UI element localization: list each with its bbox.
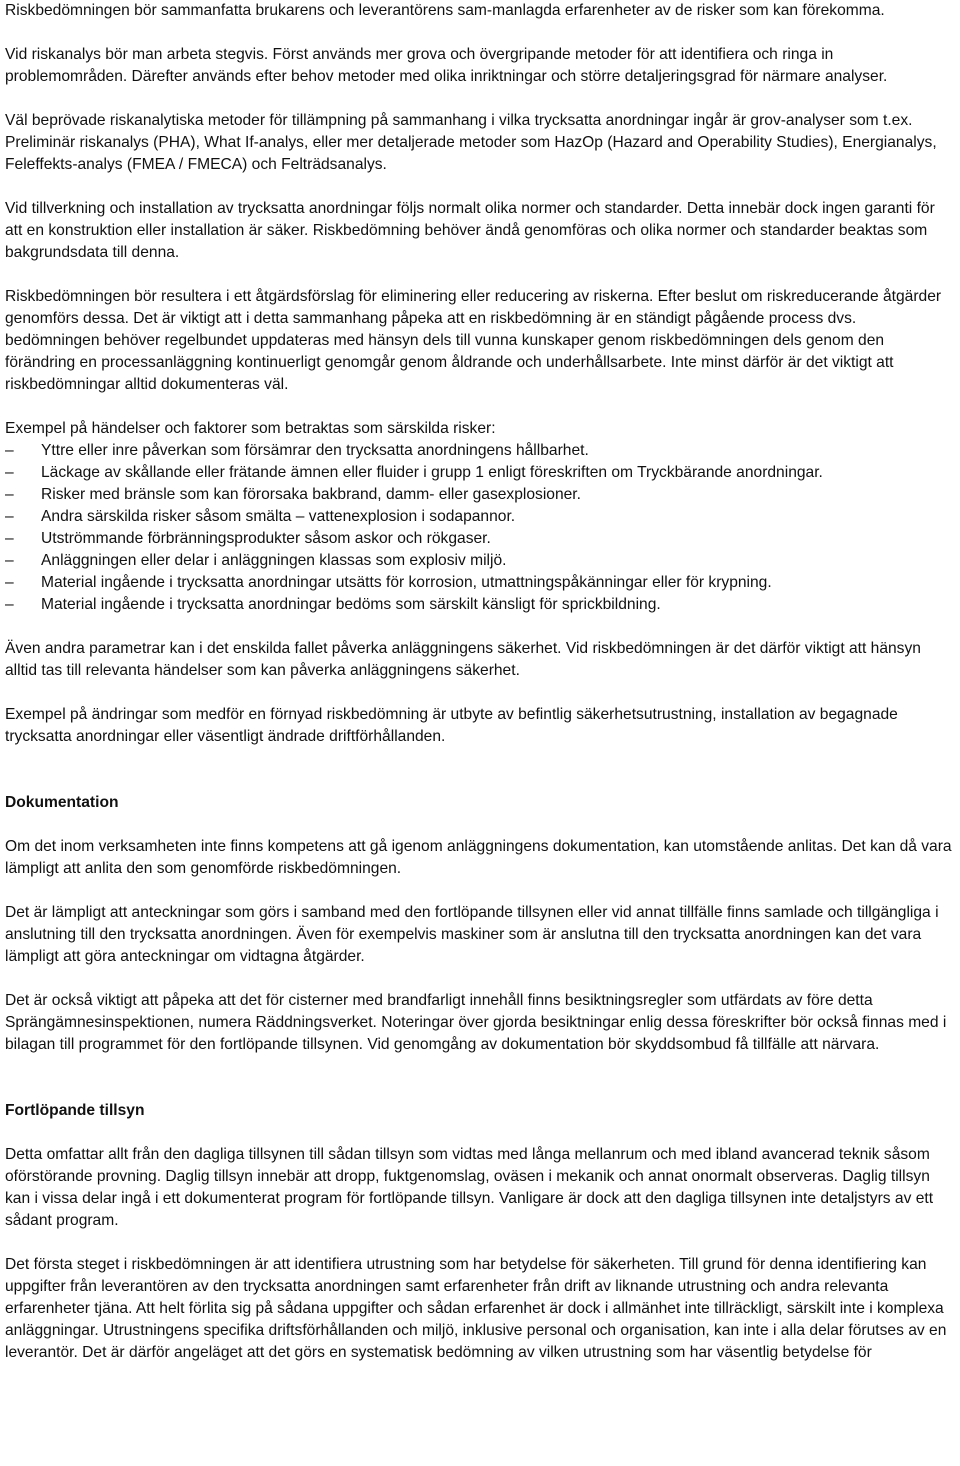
spacer — [5, 814, 952, 836]
section-heading-dokumentation: Dokumentation — [5, 794, 119, 811]
spacer — [5, 88, 952, 110]
list-item — [5, 440, 952, 462]
paragraph-after-list-2: Exempel på ändringar som medför en förnyad riskbedömning är utbyte av befintlig säkerhetsutrustning, installation av begagnade trycksatta anordningar eller väsentligt ändrade driftförhållanden. — [5, 706, 898, 745]
paragraph-after-list-1: Även andra parametrar kan i det enskilda fallet påverka anläggningens säkerhet. Vid riskbedömningen är det därför viktigt att hänsyn alltid tas till relevanta händelser som kan påverka anläggningens säkerhet. — [5, 640, 921, 679]
spacer — [5, 1056, 952, 1100]
dash-bullet: – — [5, 442, 14, 459]
list-item — [5, 572, 952, 594]
section-heading-fortlopande-tillsyn: Fortlöpande tillsyn — [5, 1102, 145, 1119]
paragraph-dokumentation-2: Det är lämpligt att anteckningar som görs i samband med den fortlöpande tillsynen eller vid annat tillfälle finns samlade och tillgängliga i anslutning till den trycksatta anordningen. Även för exempelvis maskiner som är anslutna till den trycksatta anordningen kan det vara lämpligt att göra anteckningar om vidtagna åtgärder. — [5, 904, 939, 965]
spacer — [5, 968, 952, 990]
spacer — [5, 1232, 952, 1254]
list-item — [5, 594, 952, 616]
dash-bullet: – — [5, 574, 14, 591]
paragraph-intro-4: Vid tillverkning och installation av trycksatta anordningar följs normalt olika normer och standarder. Detta innebär dock ingen garanti för att en konstruktion eller installation är säker. Riskbedömning behöver ändå genomföras och olika normer och standarder beaktas som bakgrundsdata till denna. — [5, 200, 935, 261]
list-item — [5, 528, 952, 550]
paragraph-tillsyn-2: Det första steget i riskbedömningen är att identifiera utrustning som har betydelse för säkerheten. Till grund för denna identifiering kan uppgifter från leverantören av den trycksatta anordningen samt erfarenheter från drift av liknande utrustning och andra relevanta erfarenheter tjäna. Att helt förlita sig på sådana uppgifter och sådan erfarenhet är dock i allmänhet inte tillräckligt, särskilt inte i komplexa anläggningar. Utrustningens specifika driftsförhållanden och miljö, inklusive personal och organisation, kan inte i alla delar förutses av en leverantör. Det är därför angeläget att det görs en systematisk bedömning av vilken utrustning som har väsentlig betydelse för — [5, 1256, 947, 1361]
list-item — [5, 550, 952, 572]
spacer — [5, 1122, 952, 1144]
list-item-text: Andra särskilda risker såsom smälta – vattenexplosion i sodapannor. — [41, 508, 516, 525]
spacer — [5, 880, 952, 902]
paragraph-dokumentation-1: Om det inom verksamheten inte finns kompetens att gå igenom anläggningens dokumentation, kan utomstående anlitas. Det kan då vara lämpligt att anlita den som genomförde riskbedömningen. — [5, 838, 952, 877]
dash-bullet: – — [5, 530, 14, 547]
paragraph-intro-2: Vid riskanalys bör man arbeta stegvis. Först används mer grova och övergripande metoder för att identifiera och ringa in problemområden. Därefter används efter behov metoder med olika inriktningar och större detaljeringsgrad för närmare analyser. — [5, 46, 888, 85]
examples-intro: Exempel på händelser och faktorer som betraktas som särskilda risker: — [5, 420, 496, 437]
dash-bullet: – — [5, 596, 14, 613]
spacer — [5, 396, 952, 418]
list-item-text: Anläggningen eller delar i anläggningen klassas som explosiv miljö. — [41, 552, 507, 569]
paragraph-tillsyn-1: Detta omfattar allt från den dagliga tillsynen till sådan tillsyn som vidtas med långa mellanrum och med ibland avancerad teknik såsom oförstörande provning. Daglig tillsyn innebär att dropp, fuktgenomslag, oväsen i mekanik och annat onormalt observeras. Daglig tillsyn kan i vissa delar ingå i ett dokumenterat program för fortlöpande tillsyn. Vanligare är dock att den dagliga tillsynen inte detaljstyrs av ett sådant program. — [5, 1146, 934, 1229]
list-item-text: Utströmmande förbränningsprodukter såsom askor och rökgaser. — [41, 530, 491, 547]
dash-bullet: – — [5, 508, 14, 525]
paragraph-intro-3: Väl beprövade riskanalytiska metoder för tillämpning på sammanhang i vilka trycksatta anordningar ingår är grov-analyser som t.ex. Preliminär riskanalys (PHA), What If-analys, eller mer detaljerade metoder som HazOp (Hazard and Operability Studies), Energianalys, Feleffekts-analys (FMEA / FMECA) och Felträdsanalys. — [5, 112, 937, 173]
spacer — [5, 22, 952, 44]
list-item-text: Material ingående i trycksatta anordningar utsätts för korrosion, utmattningspåkänningar eller för krypning. — [41, 574, 772, 591]
paragraph-dokumentation-3: Det är också viktigt att påpeka att det för cisterner med brandfarligt innehåll finns besiktningsregler som utfärdats av före detta Sprängämnesinspektionen, numera Räddningsverket. Noteringar över gjorda besiktningar enlig dessa föreskrifter bör också finnas med i bilagan till programmet för den fortlöpande tillsynen. Vid genomgång av dokumentation bör skyddsombud få tillfälle att närvara. — [5, 992, 947, 1053]
list-item-text: Yttre eller inre påverkan som försämrar den trycksatta anordningens hållbarhet. — [41, 442, 589, 459]
list-item — [5, 506, 952, 528]
dash-bullet: – — [5, 464, 14, 481]
list-item — [5, 484, 952, 506]
spacer — [5, 176, 952, 198]
paragraph-intro-5: Riskbedömningen bör resultera i ett åtgärdsförslag för eliminering eller reducering av riskerna. Efter beslut om riskreducerande åtgärder genomförs dessa. Det är viktigt att i detta sammanhang påpeka att en riskbedömning är en ständigt pågående process dvs. bedömningen behöver regelbundet uppdateras med hänsyn dels till vunna kunskaper genom riskbedömningen dels genom den förändring en processanläggning kontinuerligt genomgår genom åldrande och underhållsarbete. Inte minst därför är det viktigt att riskbedömningar alltid dokumenteras väl. — [5, 288, 942, 393]
list-item-text: Läckage av skållande eller frätande ämnen eller fluider i grupp 1 enligt föreskriften om Tryckbärande anordningar. — [41, 464, 823, 481]
spacer — [5, 748, 952, 792]
spacer — [5, 264, 952, 286]
dash-bullet: – — [5, 552, 14, 569]
spacer — [5, 682, 952, 704]
list-item-text: Material ingående i trycksatta anordningar bedöms som särskilt känsligt för sprickbildning. — [41, 596, 661, 613]
list-item-text: Risker med bränsle som kan förorsaka bakbrand, damm- eller gasexplosioner. — [41, 486, 581, 503]
spacer — [5, 616, 952, 638]
paragraph-intro-1: Riskbedömningen bör sammanfatta brukarens och leverantörens sam-manlagda erfarenheter av de risker som kan förekomma. — [5, 2, 885, 19]
dash-bullet: – — [5, 486, 14, 503]
examples-list — [5, 440, 952, 616]
list-item — [5, 462, 952, 484]
